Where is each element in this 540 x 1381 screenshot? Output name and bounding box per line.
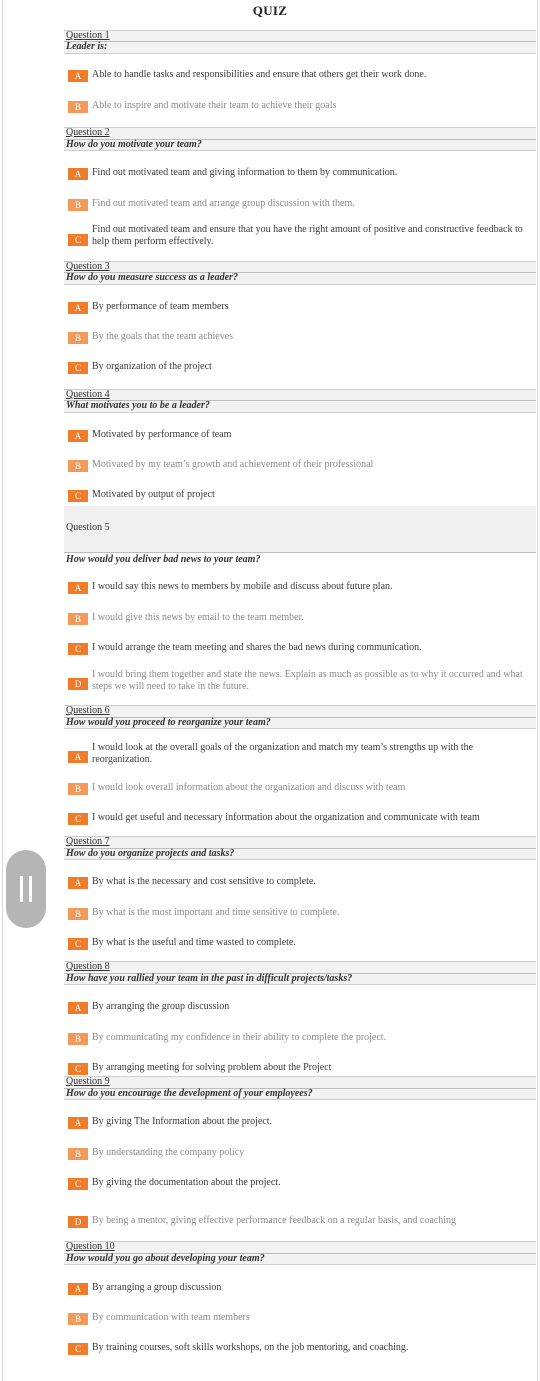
question-5-option-d[interactable] xyxy=(68,669,536,692)
option-letter-badge: C xyxy=(68,1063,88,1075)
option-letter-badge: C xyxy=(68,490,88,502)
option-letter-badge: A xyxy=(68,1117,88,1129)
question-1-option-b[interactable] xyxy=(68,101,536,115)
option-text: I would bring them together and state the news. Explain as much as possible as to why it occurred and what steps we will need to take in the future. xyxy=(92,669,523,692)
question-5-text: How would you deliver bad news to your team? xyxy=(66,554,261,565)
question-10-number: Question 10 xyxy=(66,1241,115,1252)
question-2-option-a[interactable] xyxy=(68,168,536,182)
left-border xyxy=(2,0,3,1381)
option-letter-badge: A xyxy=(68,168,88,180)
question-10-option-b[interactable] xyxy=(68,1313,536,1327)
question-6-option-a[interactable] xyxy=(68,742,536,765)
question-5-divider xyxy=(64,552,536,553)
question-8-option-b[interactable] xyxy=(68,1033,536,1047)
option-letter-badge: B xyxy=(68,460,88,472)
option-letter-badge: A xyxy=(68,877,88,889)
question-5-option-a[interactable] xyxy=(68,582,536,596)
question-8-option-c[interactable] xyxy=(68,1063,536,1077)
question-7-number: Question 7 xyxy=(66,836,110,847)
option-text: Motivated by my team’s growth and achievement of their professional xyxy=(92,459,374,470)
question-8-option-a[interactable] xyxy=(68,1002,536,1016)
question-9-option-d[interactable] xyxy=(68,1216,536,1230)
option-letter-badge: B xyxy=(68,908,88,920)
question-9-number: Question 9 xyxy=(66,1076,110,1087)
question-3-text: How do you measure success as a leader? xyxy=(66,272,238,283)
pause-drag-handle-icon[interactable] xyxy=(6,850,46,928)
quiz-title: QUIZ xyxy=(252,3,288,18)
question-7-option-a[interactable] xyxy=(68,877,536,891)
option-text: By training courses, soft skills workshops, on the job mentoring, and coaching. xyxy=(92,1342,409,1353)
question-6-option-c[interactable] xyxy=(68,813,536,827)
option-text: I would arrange the team meeting and shares the bad news during communication. xyxy=(92,642,422,653)
question-4-option-b[interactable] xyxy=(68,460,536,474)
option-text: By communicating my confidence in their ability to complete the project. xyxy=(92,1032,387,1043)
question-4-option-a[interactable] xyxy=(68,430,536,444)
question-3-option-c[interactable] xyxy=(68,362,536,376)
option-text: Able to inspire and motivate their team to achieve their goals xyxy=(92,100,337,111)
option-letter-badge: B xyxy=(68,1313,88,1325)
option-letter-badge: C xyxy=(68,938,88,950)
option-text: Able to handle tasks and responsibilities and ensure that others get their work done. xyxy=(92,69,427,80)
handle-bar-left xyxy=(20,876,23,902)
option-text: By understanding the company policy xyxy=(92,1147,245,1158)
question-4-option-c[interactable] xyxy=(68,490,536,504)
question-3-number: Question 3 xyxy=(66,261,110,272)
option-letter-badge: B xyxy=(68,101,88,113)
option-letter-badge: A xyxy=(68,751,88,763)
option-text: By performance of team members xyxy=(92,301,229,312)
option-text: By what is the useful and time wasted to complete. xyxy=(92,937,296,948)
option-text: By arranging the group discussion xyxy=(92,1001,230,1012)
option-text: By being a mentor, giving effective performance feedback on a regular basis, and coaching xyxy=(92,1215,456,1226)
option-letter-badge: C xyxy=(68,813,88,825)
question-4-number: Question 4 xyxy=(66,389,110,400)
question-5-option-b[interactable] xyxy=(68,613,536,627)
question-1-option-a[interactable] xyxy=(68,70,536,84)
question-2-option-c[interactable] xyxy=(68,224,536,248)
option-text: Find out motivated team and giving information to them by communication. xyxy=(92,167,398,178)
option-text: I would look overall information about the organization and discuss with team xyxy=(92,782,406,793)
question-3-option-b[interactable] xyxy=(68,332,536,346)
option-letter-badge: C xyxy=(68,234,88,246)
option-letter-badge: C xyxy=(68,1343,88,1355)
option-text: By arranging meeting for solving problem about the Project xyxy=(92,1062,332,1073)
question-1-divider xyxy=(64,41,536,42)
option-letter-badge: C xyxy=(68,1178,88,1190)
option-letter-badge: A xyxy=(68,302,88,314)
question-10-option-a[interactable] xyxy=(68,1283,536,1297)
option-text: By giving the documentation about the project. xyxy=(92,1177,281,1188)
question-2-option-b[interactable] xyxy=(68,199,536,213)
option-text: By arranging a group discussion xyxy=(92,1282,222,1293)
option-letter-badge: D xyxy=(68,1216,88,1228)
option-text: I would get useful and necessary information about the organization and communicate with team xyxy=(92,812,480,823)
option-text: By the goals that the team achieves xyxy=(92,331,234,342)
option-text: By giving The Information about the project. xyxy=(92,1116,273,1127)
option-letter-badge: A xyxy=(68,430,88,442)
option-letter-badge: B xyxy=(68,783,88,795)
option-text: Motivated by performance of team xyxy=(92,429,232,440)
option-text: By what is the necessary and cost sensitive to complete. xyxy=(92,876,316,887)
question-10-option-c[interactable] xyxy=(68,1343,536,1357)
option-letter-badge: A xyxy=(68,582,88,594)
question-1-header xyxy=(64,30,536,54)
question-6-number: Question 6 xyxy=(66,705,110,716)
option-text: I would say this news to members by mobile and discuss about future plan. xyxy=(92,581,393,592)
question-5-option-c[interactable] xyxy=(68,643,536,657)
option-letter-badge: D xyxy=(68,678,88,690)
option-text: I would look at the overall goals of the organization and match my team’s strengths up with the reorganization. xyxy=(92,742,474,765)
handle-bar-right xyxy=(29,876,32,902)
option-text: Find out motivated team and arrange group discussion with them. xyxy=(92,198,355,209)
option-letter-badge: A xyxy=(68,1002,88,1014)
option-text: Motivated by output of project xyxy=(92,489,215,500)
option-letter-badge: B xyxy=(68,613,88,625)
option-letter-badge: A xyxy=(68,70,88,82)
option-letter-badge: B xyxy=(68,332,88,344)
right-border xyxy=(537,0,538,1381)
question-9-option-b[interactable] xyxy=(68,1148,536,1162)
question-7-option-b[interactable] xyxy=(68,908,536,922)
question-1-text: Leader is: xyxy=(66,41,108,52)
option-letter-badge: B xyxy=(68,1033,88,1045)
question-2-number: Question 2 xyxy=(66,127,110,138)
question-9-option-a[interactable] xyxy=(68,1117,536,1131)
option-letter-badge: C xyxy=(68,643,88,655)
option-letter-badge: A xyxy=(68,1283,88,1295)
question-3-option-a[interactable] xyxy=(68,302,536,316)
option-letter-badge: B xyxy=(68,199,88,211)
question-6-option-b[interactable] xyxy=(68,783,536,797)
question-8-text: How have you rallied your team in the past in difficult projects/tasks? xyxy=(66,973,353,984)
question-6-text: How would you proceed to reorganize your team? xyxy=(66,717,271,728)
question-7-text: How do you organize projects and tasks? xyxy=(66,848,235,859)
option-text: By organization of the project xyxy=(92,361,212,372)
option-letter-badge: C xyxy=(68,362,88,374)
question-5-band xyxy=(64,506,536,552)
question-2-text: How do you motivate your team? xyxy=(66,139,202,150)
option-text: Find out motivated team and ensure that you have the right amount of positive and constructive feedback to help them perform effectively. xyxy=(92,224,523,247)
option-text: By what is the most important and time sensitive to complete. xyxy=(92,907,340,918)
question-5-number: Question 5 xyxy=(66,522,110,533)
option-letter-badge: B xyxy=(68,1148,88,1160)
question-7-option-c[interactable] xyxy=(68,938,536,952)
question-4-text: What motivates you to be a leader? xyxy=(66,400,210,411)
question-10-text: How would you go about developing your team? xyxy=(66,1253,265,1264)
question-8-number: Question 8 xyxy=(66,961,110,972)
question-9-text: How do you encourage the development of your employees? xyxy=(66,1088,313,1099)
question-9-option-c[interactable] xyxy=(68,1178,536,1192)
option-text: By communication with team members xyxy=(92,1312,250,1323)
option-text: I would give this news by email to the team member. xyxy=(92,612,304,623)
question-1-number: Question 1 xyxy=(66,30,110,41)
